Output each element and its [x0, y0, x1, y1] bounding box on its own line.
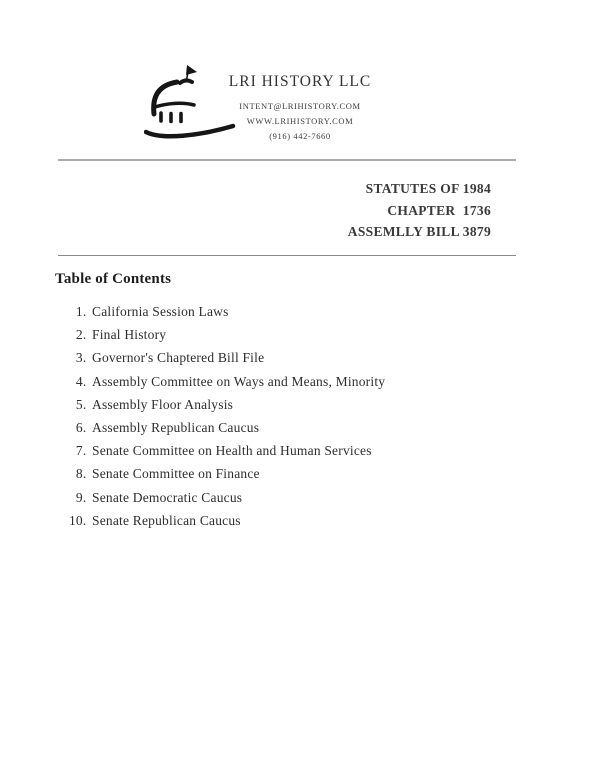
toc-item: 5. Assembly Floor Analysis — [90, 393, 385, 416]
toc-title: Table of Contents — [55, 271, 172, 287]
toc-list — [0, 300, 385, 532]
toc-item: 2. Final History — [90, 323, 385, 346]
company-email: INTENT@LRIHISTORY.COM — [239, 101, 361, 111]
company-phone: (916) 442-7660 — [269, 131, 331, 141]
toc-item: 7. Senate Committee on Health and Human Services — [90, 439, 385, 462]
toc-item: 3. Governor's Chaptered Bill File — [90, 346, 385, 369]
toc-item: 8. Senate Committee on Finance — [90, 462, 385, 485]
company-name: LRI HISTORY LLC — [228, 73, 372, 90]
divider-bottom — [58, 255, 516, 256]
letterhead — [190, 73, 410, 144]
toc-item: 9. Senate Democratic Caucus — [90, 486, 385, 509]
toc-item: 1. California Session Laws — [90, 300, 385, 323]
statute-bill-line: ASSEMLLY BILL 3879 — [347, 224, 491, 239]
company-website: WWW.LRIHISTORY.COM — [246, 116, 354, 126]
divider-top — [58, 159, 516, 161]
toc-item: 10. Senate Republican Caucus — [90, 509, 385, 532]
statute-chapter-line: CHAPTER 1736 — [387, 202, 491, 218]
toc-item: 6. Assembly Republican Caucus — [90, 416, 385, 439]
toc-item: 4. Assembly Committee on Ways and Means, Minority — [90, 370, 385, 393]
statute-block — [348, 178, 491, 243]
statute-year-line: STATUTES OF 1984 — [365, 181, 491, 196]
